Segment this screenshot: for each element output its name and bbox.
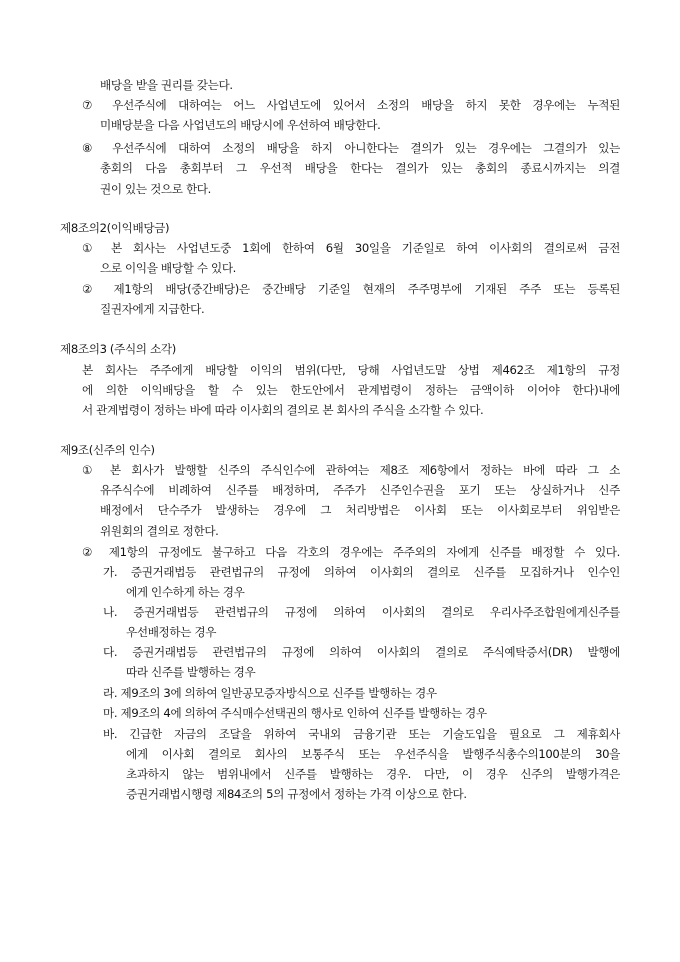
text-line: 권이 있는 것으로 한다. (100, 182, 211, 196)
text-line: 배정에서 단수주가 발생하는 경우에 그 처리방법은 이사회 또는 이사회로부터 위임받은 (100, 503, 620, 517)
list-item: 마. 제9조의 4에 의하여 주식매수선택권의 행사로 인하여 신주를 발행하는 경우 (103, 706, 487, 720)
text-line: 배당을 받을 권리를 갖는다. (100, 78, 233, 92)
article-heading: 제8조의2(이익배당금) (60, 221, 170, 235)
list-item: 라. 제9조의 3에 의하여 일반공모증자방식으로 신주를 발행하는 경우 (103, 686, 437, 700)
text-line: 위원회의 결의로 정한다. (100, 524, 219, 538)
text-line: 에게 이사회 결의로 회사의 보통주식 또는 우선주식을 발행주식총수의100분의 30을 (126, 747, 620, 761)
article-heading: 제8조의3 (주식의 소각) (60, 342, 176, 356)
text-line: 서 관계법령이 정하는 바에 따라 이사회의 결의로 본 회사의 주식을 소각할 수 있다. (82, 403, 484, 417)
text-line: ② 제1항의 배당(중간배당)은 중간배당 기준일 현재의 주주명부에 기재된 주주 또는 등록된 (82, 282, 620, 296)
text-line: 에 의한 이익배당을 할 수 있는 한도안에서 관계법령이 정하는 금액이하 이어야 한다)내에 (82, 383, 620, 397)
list-item: 다. 증권거래법등 관련법규의 규정에 의하여 이사회의 결의로 주식예탁증서(DR) 발행에 (103, 645, 620, 659)
list-item: 바. 긴급한 자금의 조달을 위하여 국내외 금융기관 또는 기술도입을 필요로 그 제휴회사 (103, 727, 620, 741)
text-line: 본 회사는 주주에게 배당할 이익의 범위(다만, 당해 사업년도말 상법 제462조 제1항의 규정 (82, 363, 620, 377)
text-line: ① 본 회사는 사업년도중 1회에 한하여 6월 30일을 기준일로 하여 이사회의 결의로써 금전 (82, 241, 620, 255)
text-line: 에게 인수하게 하는 경우 (126, 585, 245, 599)
text-line: 증권거래법시행령 제84조의 5의 규정에서 정하는 가격 이상으로 한다. (126, 787, 467, 801)
text-line: ⑧ 우선주식에 대하여 소정의 배당을 하지 아니한다는 결의가 있는 경우에는 그결의가 있는 (82, 141, 620, 155)
text-line: 유주식수에 비례하여 신주를 배정하며, 주주가 신주인수권을 포기 또는 상실하거나 신주 (100, 483, 620, 497)
article-heading: 제9조(신주의 인수) (60, 443, 155, 457)
text-line: ⑦ 우선주식에 대하여는 어느 사업년도에 있어서 소정의 배당을 하지 못한 경우에는 누적된 (82, 98, 620, 112)
text-line: ① 본 회사가 발행할 신주의 주식인수에 관하여는 제8조 제6항에서 정하는 바에 따라 그 소 (82, 463, 620, 477)
text-line: 미배당분을 다음 사업년도의 배당시에 우선하여 배당한다. (100, 118, 381, 132)
text-line: 초과하지 않는 범위내에서 신주를 발행하는 경우. 다만, 이 경우 신주의 발행가격은 (126, 767, 620, 781)
text-line: 우선배정하는 경우 (126, 625, 217, 639)
text-line: 으로 이익을 배당할 수 있다. (100, 261, 237, 275)
text-line: ② 제1항의 규정에도 불구하고 다음 각호의 경우에는 주주외의 자에게 신주를 배정할 수 있다. (82, 545, 620, 559)
text-line: 질권자에게 지급한다. (100, 302, 205, 316)
text-line: 총회의 다음 총회부터 그 우선적 배당을 한다는 결의가 있는 총회의 종료시까지는 의결 (100, 161, 620, 175)
list-item: 나. 증권거래법등 관련법규의 규정에 의하여 이사회의 결의로 우리사주조합원에게신주를 (103, 605, 620, 619)
text-line: 따라 신주를 발행하는 경우 (126, 665, 256, 679)
list-item: 가. 증권거래법등 관련법규의 규정에 의하여 이사회의 결의로 신주를 모집하거나 인수인 (103, 565, 620, 579)
